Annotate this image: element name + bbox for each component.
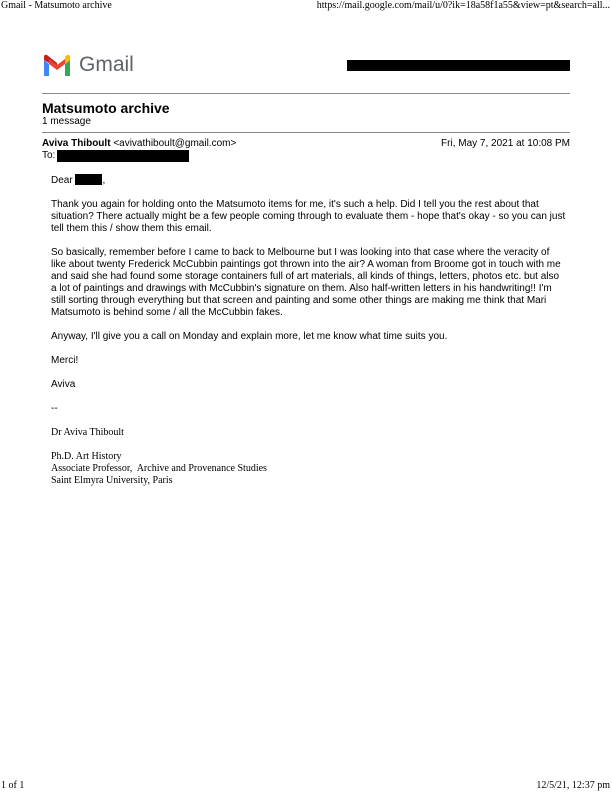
signature-separator: -- <box>51 403 58 414</box>
paragraph: Merci! <box>51 355 79 366</box>
message-body <box>51 174 566 487</box>
paragraph: Thank you again for holding onto the Matsumoto items for me, it's such a help. Did I tell you the rest about that situation? There actually might be a few people coming through to evaluate them - hope that's okay - so you can just tell them this / show them this email. <box>51 199 566 234</box>
redacted-account <box>347 60 570 71</box>
recipient-line <box>42 150 55 161</box>
gmail-logo-text: Gmail <box>79 53 134 76</box>
sender-line <box>42 138 236 149</box>
page-number: 1 of 1 <box>1 780 25 791</box>
redacted-recipient <box>57 150 189 162</box>
paragraph: So basically, remember before I came to back to Melbourne but I was looking into that case where the veracity of like about twenty Frederick McCubbin paintings got thrown into the air? A woman from Broome got in touch with me and said she had found some storage containers full of art materials, all kinds of things, letters, photos etc. but also a lot of paintings and drawings with McCubbin's signature on them. Also half-written letters in his handwriting!! I'm still sorting through everything but that screen and painting and some other things are making me think that Mari Matsumoto is behind some / all the McCubbin fakes. <box>51 247 561 318</box>
signature-title: Associate Professor, Archive and Provenance Studies <box>51 463 267 474</box>
paragraph: Anyway, I'll give you a call on Monday and explain more, let me know what time suits you. <box>51 331 448 342</box>
redacted-name <box>75 174 102 185</box>
signature-name: Dr Aviva Thiboult <box>51 427 124 438</box>
browser-url: https://mail.google.com/mail/u/0?ik=18a58f1a55&view=pt&search=all... <box>316 0 610 11</box>
greeting <box>51 174 566 187</box>
greeting-punct: , <box>102 175 106 186</box>
paragraph: Aviva <box>51 379 76 390</box>
signature-institution: Saint Elmyra University, Paris <box>51 475 173 486</box>
thread-subject: Matsumoto archive <box>42 100 170 116</box>
gmail-logo <box>42 53 134 77</box>
sender-name: Aviva Thiboult <box>42 138 111 149</box>
signature-degree: Ph.D. Art History <box>51 451 122 462</box>
sender-email: <avivathiboult@gmail.com> <box>113 138 237 149</box>
browser-title: Gmail - Matsumoto archive <box>1 0 112 11</box>
header-divider <box>42 93 570 94</box>
message-date: Fri, May 7, 2021 at 10:08 PM <box>441 138 570 149</box>
signature <box>51 427 566 487</box>
message-count: 1 message <box>42 116 91 127</box>
greeting-text: Dear <box>51 175 73 186</box>
gmail-icon <box>42 54 72 77</box>
to-label: To: <box>42 150 56 161</box>
print-timestamp: 12/5/21, 12:37 pm <box>536 780 610 791</box>
subject-divider <box>42 132 570 133</box>
